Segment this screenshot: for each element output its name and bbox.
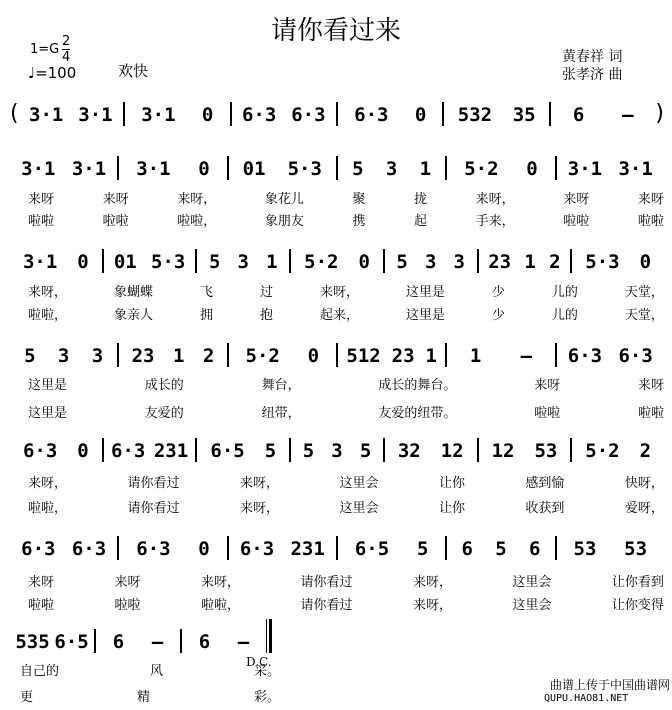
note-group: 53: [624, 538, 648, 560]
note-group: 2: [549, 251, 561, 273]
source-url: QUPU.HAO81.NET: [544, 693, 629, 704]
note-group: 01: [113, 251, 137, 273]
measure: [119, 345, 226, 367]
note-group: 1: [524, 251, 536, 273]
lyric-word: 儿的: [551, 285, 578, 300]
note-group: 5·2: [464, 158, 499, 180]
lyric-word: 聚: [352, 192, 366, 207]
lyric-word: 少: [491, 285, 505, 300]
lyric-word: 这里是: [405, 285, 445, 300]
measure: [444, 104, 548, 126]
lyric-line-verse-1: [20, 660, 280, 679]
lyric-word: 啦啦: [637, 214, 664, 229]
lyric-word: 让你看到: [611, 575, 664, 590]
lyric-line-verse-1: [28, 472, 664, 491]
lyric-word: 啦啦: [28, 598, 55, 613]
song-title: 请你看过来: [270, 16, 401, 46]
lyric-word: 来呀，: [28, 285, 68, 300]
measure: [182, 631, 266, 653]
measure: [19, 104, 123, 126]
measure: [119, 538, 226, 560]
measure: [229, 538, 336, 560]
measure: [104, 251, 196, 273]
lyric-word: 携: [352, 214, 366, 229]
note-group: 0: [77, 440, 89, 462]
note-group: 5: [359, 440, 372, 462]
note-group: 5: [416, 538, 429, 560]
lyric-word: 自己的: [20, 664, 60, 679]
lyric-word: 请你看过: [127, 476, 180, 491]
note-group: 6: [461, 538, 473, 560]
lyric-word: 快呀，: [624, 476, 664, 491]
lyric-word: 来呀，: [177, 192, 217, 207]
lyric-word: 啦啦: [28, 214, 55, 229]
lyric-word: 这里会: [339, 501, 379, 516]
lyric-word: 采。: [253, 664, 280, 679]
lyric-word: 来呀: [637, 192, 664, 207]
note-group: 512: [346, 345, 381, 367]
note-group: 3·1: [71, 158, 107, 180]
lyric-line-verse-2: [20, 686, 280, 705]
note-group: 0: [526, 158, 538, 180]
measure: [479, 251, 571, 273]
score-line: [10, 432, 664, 462]
measure: [291, 251, 383, 273]
lyric-word: 这里是: [28, 406, 68, 421]
measure: [557, 538, 664, 560]
lyric-word: 这里会: [512, 575, 552, 590]
lyric-word: 来呀: [114, 575, 141, 590]
measure: [10, 631, 94, 653]
measure: [338, 538, 445, 560]
note-group: 5: [208, 251, 221, 273]
note-group: 6·3: [239, 538, 275, 560]
measure: [572, 440, 664, 462]
final-barline: [266, 619, 272, 653]
note-group: 6·3: [567, 345, 603, 367]
lyric-word: 儿的: [551, 308, 578, 323]
lyric-line-verse-1: [28, 281, 664, 300]
measure: [338, 104, 442, 126]
lyric-word: 象蝴蝶: [113, 285, 153, 300]
lyric-word: 抱: [259, 308, 273, 323]
note-group: 6: [572, 104, 585, 126]
note-group: 35: [512, 104, 536, 126]
note-group: 3·1: [22, 251, 58, 273]
lyric-word: 来呀: [28, 192, 55, 207]
note-group: –: [520, 345, 533, 367]
lyric-word: 啦啦，: [28, 501, 68, 516]
lyric-line-verse-2: [28, 497, 664, 516]
measure: [338, 345, 445, 367]
note-group: 1: [266, 251, 278, 273]
lyric-word: 啦啦: [102, 214, 129, 229]
note-group: 6: [529, 538, 541, 560]
note-group: 3: [237, 251, 249, 273]
lyric-word: 收获到: [525, 501, 565, 516]
lyric-word: 来呀: [563, 192, 590, 207]
note-group: 3·1: [29, 104, 64, 126]
note-group: 1: [419, 158, 432, 180]
note-group: –: [237, 631, 250, 653]
measure: [104, 440, 196, 462]
note-group: 5·2: [304, 251, 339, 273]
measure: [385, 440, 477, 462]
lyric-word: 起来，: [319, 308, 359, 323]
lyric-word: 象花儿: [264, 192, 304, 207]
lyric-word: 这里会: [339, 476, 379, 491]
note-group: 6·3: [354, 104, 389, 126]
source-credit: 曲谱上传于中国曲谱网: [549, 678, 670, 692]
lyric-word: 这里会: [512, 598, 552, 613]
score-line: [10, 337, 664, 367]
note-group: 3: [57, 345, 70, 367]
note-group: 01: [242, 158, 266, 180]
lyric-word: 让你: [438, 501, 465, 516]
note-group: 3·1: [567, 158, 603, 180]
measure: [447, 158, 554, 180]
note-group: –: [151, 631, 164, 653]
lyric-word: 啦啦: [637, 406, 664, 421]
note-group: 231: [153, 440, 189, 462]
lyric-word: 精: [136, 690, 150, 705]
lyric-line-verse-2: [28, 210, 664, 229]
score-line: [10, 243, 664, 273]
note-group: 0: [198, 538, 210, 560]
lyric-word: 请你看过: [127, 501, 180, 516]
measure: [10, 538, 117, 560]
measure: [338, 158, 445, 180]
note-group: 6·5: [54, 631, 89, 653]
note-group: 2: [639, 440, 652, 462]
lyric-line-verse-1: [28, 571, 664, 590]
note-group: 53: [534, 440, 558, 462]
note-group: 6·3: [110, 440, 146, 462]
lyric-word: 啦啦，: [177, 214, 217, 229]
note-group: 0: [639, 251, 652, 273]
note-group: –: [622, 104, 634, 126]
note-group: 6·3: [241, 104, 277, 126]
lyric-word: 象朋友: [264, 214, 304, 229]
note-group: 3·1: [141, 104, 176, 126]
note-group: 23: [488, 251, 512, 273]
measure: [119, 158, 226, 180]
note-group: 12: [440, 440, 464, 462]
note-group: 1: [469, 345, 482, 367]
note-group: 3·1: [78, 104, 113, 126]
measure: [232, 104, 336, 126]
note-group: 5·3: [150, 251, 186, 273]
measure: [10, 440, 102, 462]
meter-bottom: 4: [62, 50, 71, 65]
note-group: 231: [290, 538, 325, 560]
lyric-word: 来呀，: [239, 501, 279, 516]
key-signature: 1=G: [30, 42, 60, 57]
lyric-word: 这里是: [405, 308, 445, 323]
score-line: [10, 623, 272, 653]
note-group: 3·1: [21, 158, 56, 180]
note-group: 5: [302, 440, 315, 462]
note-group: 6: [112, 631, 125, 653]
note-group: 3: [385, 158, 398, 180]
lyric-word: 拢: [414, 192, 428, 207]
note-group: 3: [91, 345, 104, 367]
note-group: 3: [453, 251, 465, 273]
measure: [479, 440, 571, 462]
lyric-word: 感到愉: [525, 476, 565, 491]
lyric-word: 啦啦，: [200, 598, 240, 613]
measure: [557, 345, 664, 367]
note-group: 5: [264, 440, 277, 462]
lyric-line-verse-1: [28, 374, 664, 393]
lyric-word: 请你看过: [300, 598, 353, 613]
lyric-word: 天堂，: [624, 308, 664, 323]
score-line: [10, 150, 664, 180]
measure: [447, 538, 554, 560]
dc-mark: D.C.: [246, 655, 272, 669]
lyric-word: 来呀，: [319, 285, 359, 300]
measure: [125, 104, 229, 126]
lyric-word: 纽带，: [261, 406, 301, 421]
note-group: 6·3: [21, 538, 56, 560]
score-line: [10, 96, 664, 126]
measure: [291, 440, 383, 462]
lyric-line-verse-2: [28, 304, 664, 323]
note-group: 532: [457, 104, 493, 126]
measure: [197, 440, 289, 462]
repeat-close-paren: ): [655, 101, 664, 126]
lyric-word: 来呀，: [412, 575, 452, 590]
note-group: 6·5: [354, 538, 390, 560]
composer-credit: 张孝济 曲: [562, 67, 623, 83]
lyric-word: 手来，: [475, 214, 515, 229]
measure: [447, 345, 554, 367]
note-group: 23: [131, 345, 155, 367]
lyric-line-verse-1: [28, 188, 664, 207]
lyric-word: 飞: [199, 285, 213, 300]
note-group: 5: [24, 345, 36, 367]
lyric-word: 更: [20, 690, 34, 705]
measure: [197, 251, 289, 273]
note-group: 3·1: [618, 158, 653, 180]
measure: [10, 251, 102, 273]
lyric-word: 让你: [438, 476, 465, 491]
note-group: 6·5: [210, 440, 245, 462]
measure: [96, 631, 180, 653]
note-group: 5·3: [287, 158, 322, 180]
note-group: 0: [307, 345, 320, 367]
note-group: 5: [352, 158, 364, 180]
lyric-word: 爱呀，: [624, 501, 664, 516]
lyric-word: 天堂，: [624, 285, 664, 300]
lyric-word: 少: [491, 308, 505, 323]
lyric-word: 啦啦，: [28, 308, 68, 323]
note-group: 6·3: [22, 440, 58, 462]
note-group: 32: [397, 440, 421, 462]
note-group: 6·3: [291, 104, 326, 126]
note-group: 3·1: [136, 158, 171, 180]
note-group: 6·3: [136, 538, 171, 560]
note-group: 23: [391, 345, 415, 367]
lyric-line-verse-2: [28, 594, 664, 613]
lyric-word: 来呀: [534, 378, 561, 393]
note-group: 6: [198, 631, 211, 653]
note-group: 3: [331, 440, 343, 462]
note-group: 2: [202, 345, 215, 367]
note-group: 5·2: [585, 440, 620, 462]
lyric-word: 象亲人: [113, 308, 153, 323]
note-group: 0: [77, 251, 89, 273]
measure: [385, 251, 477, 273]
lyric-word: 舞台，: [261, 378, 301, 393]
lyric-word: 来呀，: [239, 476, 279, 491]
lyric-word: 拥: [199, 308, 213, 323]
note-group: 0: [414, 104, 427, 126]
note-group: 0: [198, 158, 210, 180]
note-group: 5·3: [585, 251, 620, 273]
measure: [572, 251, 664, 273]
lyric-line-verse-2: [28, 402, 664, 421]
lyric-word: 来呀，: [200, 575, 240, 590]
lyric-word: 成长的舞台。: [378, 378, 457, 393]
lyric-word: 来呀: [28, 575, 55, 590]
lyric-word: 过: [259, 285, 273, 300]
lyric-word: 来呀，: [412, 598, 452, 613]
note-group: 3: [424, 251, 437, 273]
note-group: 1: [172, 345, 185, 367]
lyric-word: 起: [414, 214, 428, 229]
note-group: 6·3: [618, 345, 653, 367]
lyric-word: 彩。: [253, 690, 280, 705]
note-group: 6·3: [71, 538, 107, 560]
note-group: 5: [495, 538, 507, 560]
measure: [551, 104, 655, 126]
score-line: [10, 530, 664, 560]
lyric-word: 来呀，: [475, 192, 515, 207]
lyric-word: 这里是: [28, 378, 68, 393]
measure: [229, 158, 336, 180]
note-group: 5·2: [245, 345, 280, 367]
measure: [10, 158, 117, 180]
lyric-word: 风: [149, 664, 163, 679]
note-group: 0: [358, 251, 370, 273]
lyric-word: 友爱的: [144, 406, 184, 421]
lyric-word: 成长的: [144, 378, 184, 393]
measure: [10, 345, 117, 367]
note-group: 53: [573, 538, 597, 560]
lyric-word: 啦啦: [114, 598, 141, 613]
lyric-word: 啦啦: [534, 406, 561, 421]
lyric-word: 友爱的纽带。: [378, 406, 457, 421]
tempo-mark: ♩=100: [28, 64, 77, 82]
note-group: 535: [15, 631, 50, 653]
lyric-word: 让你变得: [611, 598, 664, 613]
lyric-word: 来呀，: [28, 476, 68, 491]
lyric-word: 来呀: [637, 378, 664, 393]
lyric-word: 来呀: [102, 192, 129, 207]
note-group: 0: [201, 104, 214, 126]
note-group: 1: [425, 345, 437, 367]
note-group: 5: [396, 251, 408, 273]
lyric-word: 啦啦: [563, 214, 590, 229]
measure: [229, 345, 336, 367]
meter-top: 2: [62, 34, 71, 49]
lyricist-credit: 黄春祥 词: [562, 49, 623, 65]
measure: [557, 158, 664, 180]
repeat-open-paren: (: [10, 101, 19, 126]
lyric-word: 请你看过: [300, 575, 353, 590]
expression-mark: 欢快: [118, 62, 149, 80]
note-group: 12: [491, 440, 515, 462]
